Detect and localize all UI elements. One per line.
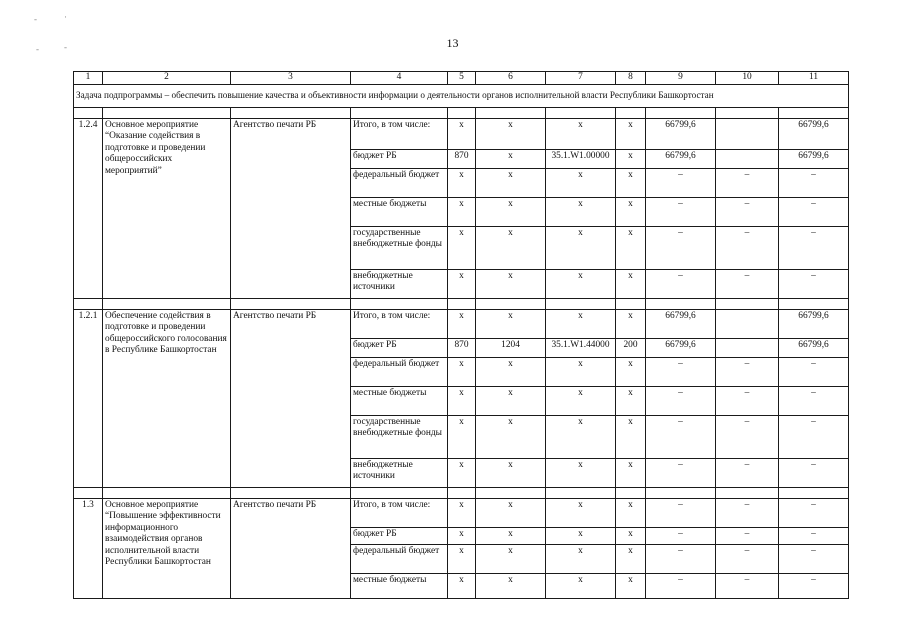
column-number: 8 bbox=[616, 72, 646, 85]
cell-total: – bbox=[779, 358, 849, 387]
cell-target-article: x bbox=[546, 310, 616, 339]
column-number: 11 bbox=[779, 72, 849, 85]
cell-year-2: – bbox=[716, 387, 779, 416]
cell-year-1: 66799,6 bbox=[646, 150, 716, 169]
spacer-cell bbox=[351, 299, 448, 310]
cell-expense-type: x bbox=[616, 198, 646, 227]
cell-section: 1204 bbox=[476, 339, 546, 358]
cell-target-article: x bbox=[546, 416, 616, 459]
cell-expense-type: x bbox=[616, 169, 646, 198]
cell-year-2: – bbox=[716, 499, 779, 528]
activity-name: Обеспечение содействия в подготовке и проведении общероссийского голосования в Республике Башкортостан bbox=[103, 310, 231, 488]
cell-year-2 bbox=[716, 310, 779, 339]
cell-total: – bbox=[779, 169, 849, 198]
cell-year-2: – bbox=[716, 358, 779, 387]
funding-source: государственные внебюджетные фонды bbox=[351, 416, 448, 459]
cell-expense-type: 200 bbox=[616, 339, 646, 358]
page-number: 13 bbox=[446, 36, 459, 50]
cell-expense-type: x bbox=[616, 270, 646, 299]
cell-year-2: – bbox=[716, 459, 779, 488]
cell-total: 66799,6 bbox=[779, 339, 849, 358]
cell-target-article: x bbox=[546, 119, 616, 150]
cell-total: 66799,6 bbox=[779, 119, 849, 150]
spacer-cell bbox=[103, 488, 231, 499]
cell-year-2 bbox=[716, 150, 779, 169]
scan-mark: · bbox=[64, 12, 67, 22]
cell-year-1: – bbox=[646, 528, 716, 545]
responsible-agency: Агентство печати РБ bbox=[231, 499, 351, 599]
spacer-cell bbox=[716, 488, 779, 499]
column-number: 5 bbox=[448, 72, 476, 85]
cell-year-1: – bbox=[646, 270, 716, 299]
scan-mark: - bbox=[34, 14, 37, 24]
cell-year-1: – bbox=[646, 416, 716, 459]
cell-total: – bbox=[779, 574, 849, 599]
cell-grbs: 870 bbox=[448, 339, 476, 358]
activity-number: 1.3 bbox=[74, 499, 103, 599]
cell-target-article: x bbox=[546, 227, 616, 270]
cell-expense-type: x bbox=[616, 387, 646, 416]
cell-total: – bbox=[779, 459, 849, 488]
block-spacer bbox=[74, 299, 849, 310]
cell-year-1: – bbox=[646, 358, 716, 387]
cell-year-2 bbox=[716, 339, 779, 358]
spacer-cell bbox=[616, 299, 646, 310]
cell-section: x bbox=[476, 198, 546, 227]
cell-section: x bbox=[476, 574, 546, 599]
column-number: 9 bbox=[646, 72, 716, 85]
column-number: 4 bbox=[351, 72, 448, 85]
spacer-cell bbox=[74, 108, 103, 119]
cell-target-article: x bbox=[546, 358, 616, 387]
cell-expense-type: x bbox=[616, 499, 646, 528]
spacer-cell bbox=[448, 299, 476, 310]
scan-mark: - bbox=[36, 44, 39, 54]
cell-year-1: – bbox=[646, 459, 716, 488]
cell-section: x bbox=[476, 358, 546, 387]
table-row bbox=[74, 119, 849, 150]
cell-year-1: 66799,6 bbox=[646, 310, 716, 339]
activity-name: Основное мероприятие “Повышение эффективности информационного взаимодействия органов исполнительной власти Республики Башкортостан bbox=[103, 499, 231, 599]
cell-section: x bbox=[476, 119, 546, 150]
cell-total: – bbox=[779, 545, 849, 574]
funding-source: бюджет РБ bbox=[351, 528, 448, 545]
activity-number: 1.2.1 bbox=[74, 310, 103, 488]
cell-target-article: x bbox=[546, 574, 616, 599]
spacer-cell bbox=[646, 488, 716, 499]
cell-total: – bbox=[779, 499, 849, 528]
cell-expense-type: x bbox=[616, 150, 646, 169]
cell-total: 66799,6 bbox=[779, 150, 849, 169]
funding-source: местные бюджеты bbox=[351, 387, 448, 416]
spacer-cell bbox=[616, 488, 646, 499]
cell-year-2: – bbox=[716, 227, 779, 270]
spacer-cell bbox=[546, 299, 616, 310]
spacer-cell bbox=[231, 108, 351, 119]
spacer-cell bbox=[103, 299, 231, 310]
cell-section: x bbox=[476, 545, 546, 574]
cell-grbs: x bbox=[448, 358, 476, 387]
cell-year-1: – bbox=[646, 169, 716, 198]
funding-source: бюджет РБ bbox=[351, 150, 448, 169]
cell-grbs: x bbox=[448, 528, 476, 545]
spacer-cell bbox=[546, 108, 616, 119]
spacer-cell bbox=[716, 108, 779, 119]
cell-year-2: – bbox=[716, 574, 779, 599]
spacer-cell bbox=[74, 299, 103, 310]
cell-year-1: – bbox=[646, 574, 716, 599]
cell-expense-type: x bbox=[616, 574, 646, 599]
cell-target-article: x bbox=[546, 545, 616, 574]
cell-section: x bbox=[476, 310, 546, 339]
cell-total: – bbox=[779, 387, 849, 416]
task-row bbox=[74, 85, 849, 108]
spacer-cell bbox=[779, 299, 849, 310]
cell-section: x bbox=[476, 499, 546, 528]
cell-target-article: 35.1.W1.44000 bbox=[546, 339, 616, 358]
spacer-cell bbox=[646, 108, 716, 119]
block-spacer bbox=[74, 108, 849, 119]
spacer-cell bbox=[351, 108, 448, 119]
funding-source: бюджет РБ bbox=[351, 339, 448, 358]
cell-grbs: x bbox=[448, 545, 476, 574]
cell-expense-type: x bbox=[616, 119, 646, 150]
spacer-cell bbox=[476, 299, 546, 310]
funding-source: внебюджетные источники bbox=[351, 459, 448, 488]
cell-target-article: 35.1.W1.00000 bbox=[546, 150, 616, 169]
funding-source: федеральный бюджет bbox=[351, 169, 448, 198]
cell-grbs: x bbox=[448, 574, 476, 599]
cell-year-2: – bbox=[716, 416, 779, 459]
block-spacer bbox=[74, 488, 849, 499]
cell-expense-type: x bbox=[616, 310, 646, 339]
cell-year-1: – bbox=[646, 499, 716, 528]
spacer-cell bbox=[779, 488, 849, 499]
cell-target-article: x bbox=[546, 270, 616, 299]
cell-target-article: x bbox=[546, 198, 616, 227]
cell-section: x bbox=[476, 416, 546, 459]
cell-year-2: – bbox=[716, 528, 779, 545]
cell-total: – bbox=[779, 528, 849, 545]
cell-target-article: x bbox=[546, 169, 616, 198]
cell-grbs: 870 bbox=[448, 150, 476, 169]
cell-target-article: x bbox=[546, 459, 616, 488]
cell-expense-type: x bbox=[616, 358, 646, 387]
responsible-agency: Агентство печати РБ bbox=[231, 119, 351, 299]
spacer-cell bbox=[448, 108, 476, 119]
spacer-cell bbox=[448, 488, 476, 499]
cell-year-1: – bbox=[646, 387, 716, 416]
spacer-cell bbox=[646, 299, 716, 310]
cell-total: – bbox=[779, 270, 849, 299]
funding-source: местные бюджеты bbox=[351, 574, 448, 599]
funding-source: Итого, в том числе: bbox=[351, 310, 448, 339]
spacer-cell bbox=[546, 488, 616, 499]
cell-year-2: – bbox=[716, 169, 779, 198]
column-number: 3 bbox=[231, 72, 351, 85]
spacer-cell bbox=[476, 108, 546, 119]
cell-year-2: – bbox=[716, 270, 779, 299]
cell-grbs: x bbox=[448, 459, 476, 488]
cell-section: x bbox=[476, 150, 546, 169]
cell-expense-type: x bbox=[616, 528, 646, 545]
cell-grbs: x bbox=[448, 198, 476, 227]
column-number: 6 bbox=[476, 72, 546, 85]
cell-expense-type: x bbox=[616, 545, 646, 574]
cell-year-2 bbox=[716, 119, 779, 150]
cell-grbs: x bbox=[448, 227, 476, 270]
table-row bbox=[74, 310, 849, 339]
cell-section: x bbox=[476, 227, 546, 270]
column-number: 2 bbox=[103, 72, 231, 85]
activity-name: Основное мероприятие “Оказание содействия в подготовке и проведении общероссийских мероприятий” bbox=[103, 119, 231, 299]
task-text: Задача подпрограммы – обеспечить повышение качества и объективности информации о деятельности органов исполнительной власти Республики Башкортостан bbox=[74, 85, 849, 108]
cell-grbs: x bbox=[448, 416, 476, 459]
cell-section: x bbox=[476, 459, 546, 488]
cell-year-1: – bbox=[646, 198, 716, 227]
cell-target-article: x bbox=[546, 499, 616, 528]
funding-source: внебюджетные источники bbox=[351, 270, 448, 299]
cell-total: – bbox=[779, 198, 849, 227]
spacer-cell bbox=[476, 488, 546, 499]
column-number: 7 bbox=[546, 72, 616, 85]
cell-grbs: x bbox=[448, 387, 476, 416]
cell-year-1: 66799,6 bbox=[646, 339, 716, 358]
cell-year-2: – bbox=[716, 198, 779, 227]
cell-grbs: x bbox=[448, 270, 476, 299]
activity-number: 1.2.4 bbox=[74, 119, 103, 299]
cell-section: x bbox=[476, 387, 546, 416]
funding-source: Итого, в том числе: bbox=[351, 499, 448, 528]
cell-section: x bbox=[476, 270, 546, 299]
funding-source: федеральный бюджет bbox=[351, 358, 448, 387]
cell-expense-type: x bbox=[616, 459, 646, 488]
cell-section: x bbox=[476, 528, 546, 545]
cell-year-1: 66799,6 bbox=[646, 119, 716, 150]
cell-grbs: x bbox=[448, 310, 476, 339]
spacer-cell bbox=[103, 108, 231, 119]
cell-section: x bbox=[476, 169, 546, 198]
column-number-row bbox=[74, 72, 849, 85]
responsible-agency: Агентство печати РБ bbox=[231, 310, 351, 488]
cell-year-1: – bbox=[646, 227, 716, 270]
cell-expense-type: x bbox=[616, 416, 646, 459]
spacer-cell bbox=[616, 108, 646, 119]
spacer-cell bbox=[716, 299, 779, 310]
table-row bbox=[74, 499, 849, 528]
cell-year-1: – bbox=[646, 545, 716, 574]
cell-total: – bbox=[779, 227, 849, 270]
cell-year-2: – bbox=[716, 545, 779, 574]
column-number: 1 bbox=[74, 72, 103, 85]
cell-target-article: x bbox=[546, 528, 616, 545]
funding-source: местные бюджеты bbox=[351, 198, 448, 227]
program-table bbox=[73, 71, 849, 599]
funding-source: федеральный бюджет bbox=[351, 545, 448, 574]
cell-target-article: x bbox=[546, 387, 616, 416]
cell-total: – bbox=[779, 416, 849, 459]
spacer-cell bbox=[74, 488, 103, 499]
column-number: 10 bbox=[716, 72, 779, 85]
spacer-cell bbox=[351, 488, 448, 499]
spacer-cell bbox=[231, 299, 351, 310]
cell-expense-type: x bbox=[616, 227, 646, 270]
cell-grbs: x bbox=[448, 119, 476, 150]
funding-source: государственные внебюджетные фонды bbox=[351, 227, 448, 270]
cell-grbs: x bbox=[448, 169, 476, 198]
spacer-cell bbox=[779, 108, 849, 119]
scan-mark: - bbox=[64, 42, 67, 52]
cell-grbs: x bbox=[448, 499, 476, 528]
cell-total: 66799,6 bbox=[779, 310, 849, 339]
spacer-cell bbox=[231, 488, 351, 499]
funding-source: Итого, в том числе: bbox=[351, 119, 448, 150]
